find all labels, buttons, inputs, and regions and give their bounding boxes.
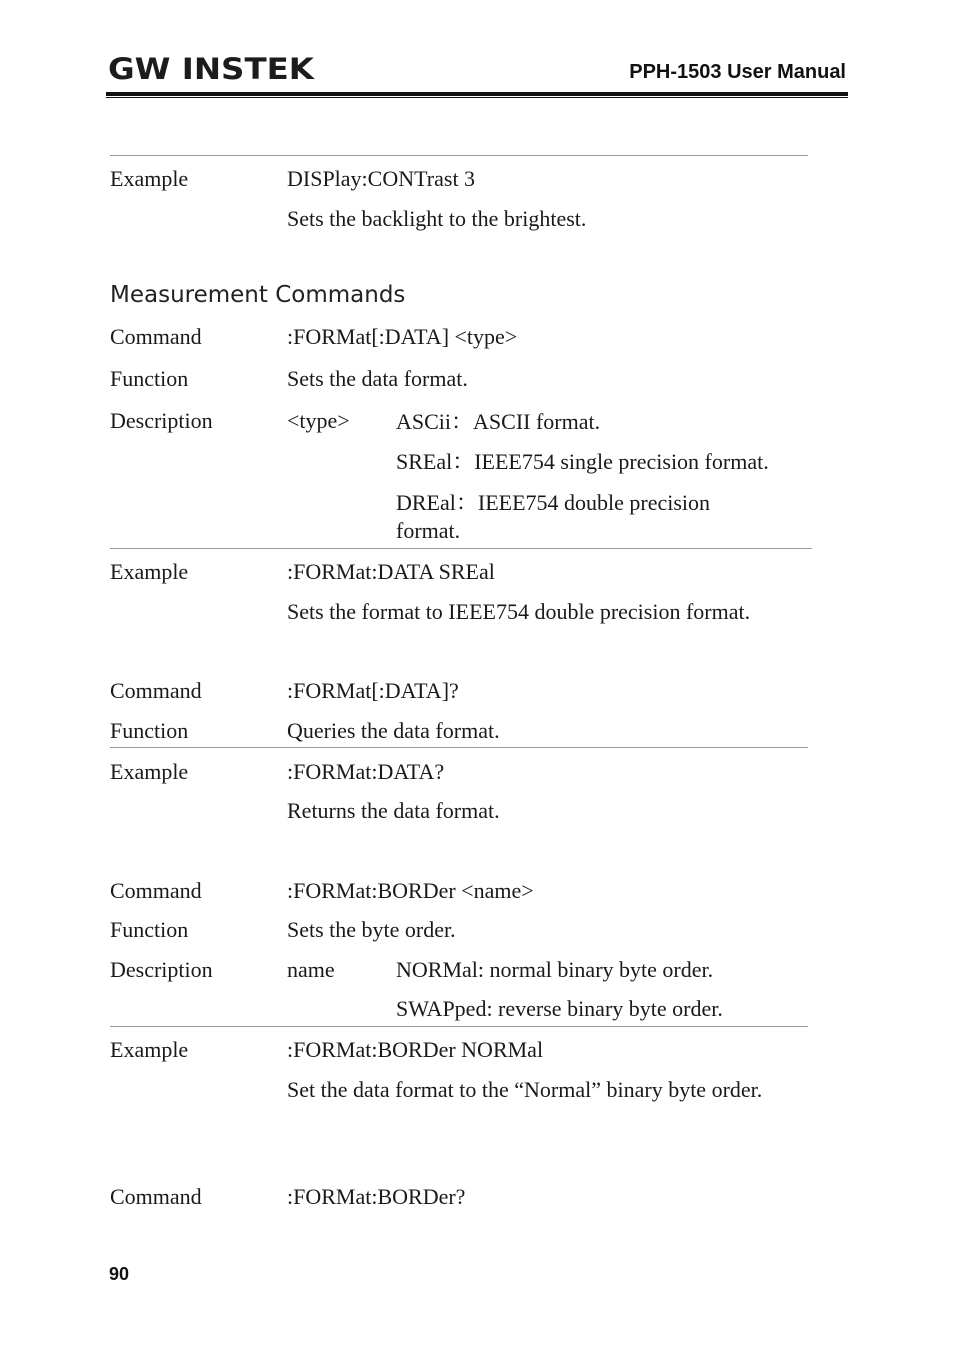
header-rule-thin [106,97,848,98]
param-name: name [287,957,335,982]
param-option: ASCii：ASCII format. [396,409,601,434]
example-command: :FORMat:DATA? [287,759,445,784]
divider [110,747,808,748]
brand-logo: GW INSTEK [108,52,314,86]
example-note: Set the data format to the “Normal” binary byte order. [287,1077,763,1102]
param-option: SREal：IEEE754 single precision format. [396,449,769,474]
example-command: DISPlay:CONTrast 3 [287,166,476,191]
command-label: Command [110,878,202,903]
param-option: DREal：IEEE754 double precision format. [396,490,711,543]
manual-title: PPH-1503 User Manual [629,61,846,83]
function-label: Function [110,718,189,743]
command-syntax: :FORMat:BORDer <name> [287,878,534,903]
example-command: :FORMat:BORDer NORMal [287,1037,544,1062]
example-label: Example [110,166,189,191]
divider [110,155,808,156]
divider [110,548,812,549]
function-text: Sets the byte order. [287,917,456,942]
page-number: 90 [109,1264,130,1284]
example-note: Returns the data format. [287,798,500,823]
example-label: Example [110,1037,189,1062]
description-label: Description [110,408,213,433]
function-label: Function [110,917,189,942]
example-label: Example [110,759,189,784]
command-syntax: :FORMat:BORDer? [287,1184,466,1209]
example-note: Sets the format to IEEE754 double precision format. [287,599,751,624]
command-label: Command [110,324,202,349]
function-text: Sets the data format. [287,366,468,391]
description-label: Description [110,957,213,982]
section-title: Measurement Commands [110,282,406,308]
param-name: <type> [287,408,350,433]
example-command: :FORMat:DATA SREal [287,559,495,584]
header-rule [106,92,848,96]
param-option: SWAPped: reverse binary byte order. [396,996,723,1021]
example-note: Sets the backlight to the brightest. [287,206,587,231]
divider [110,1026,808,1027]
command-syntax: :FORMat[:DATA] <type> [287,324,518,349]
function-label: Function [110,366,189,391]
example-label: Example [110,559,189,584]
command-label: Command [110,678,202,703]
command-label: Command [110,1184,202,1209]
function-text: Queries the data format. [287,718,500,743]
command-syntax: :FORMat[:DATA]? [287,678,459,703]
param-option: NORMal: normal binary byte order. [396,957,714,982]
